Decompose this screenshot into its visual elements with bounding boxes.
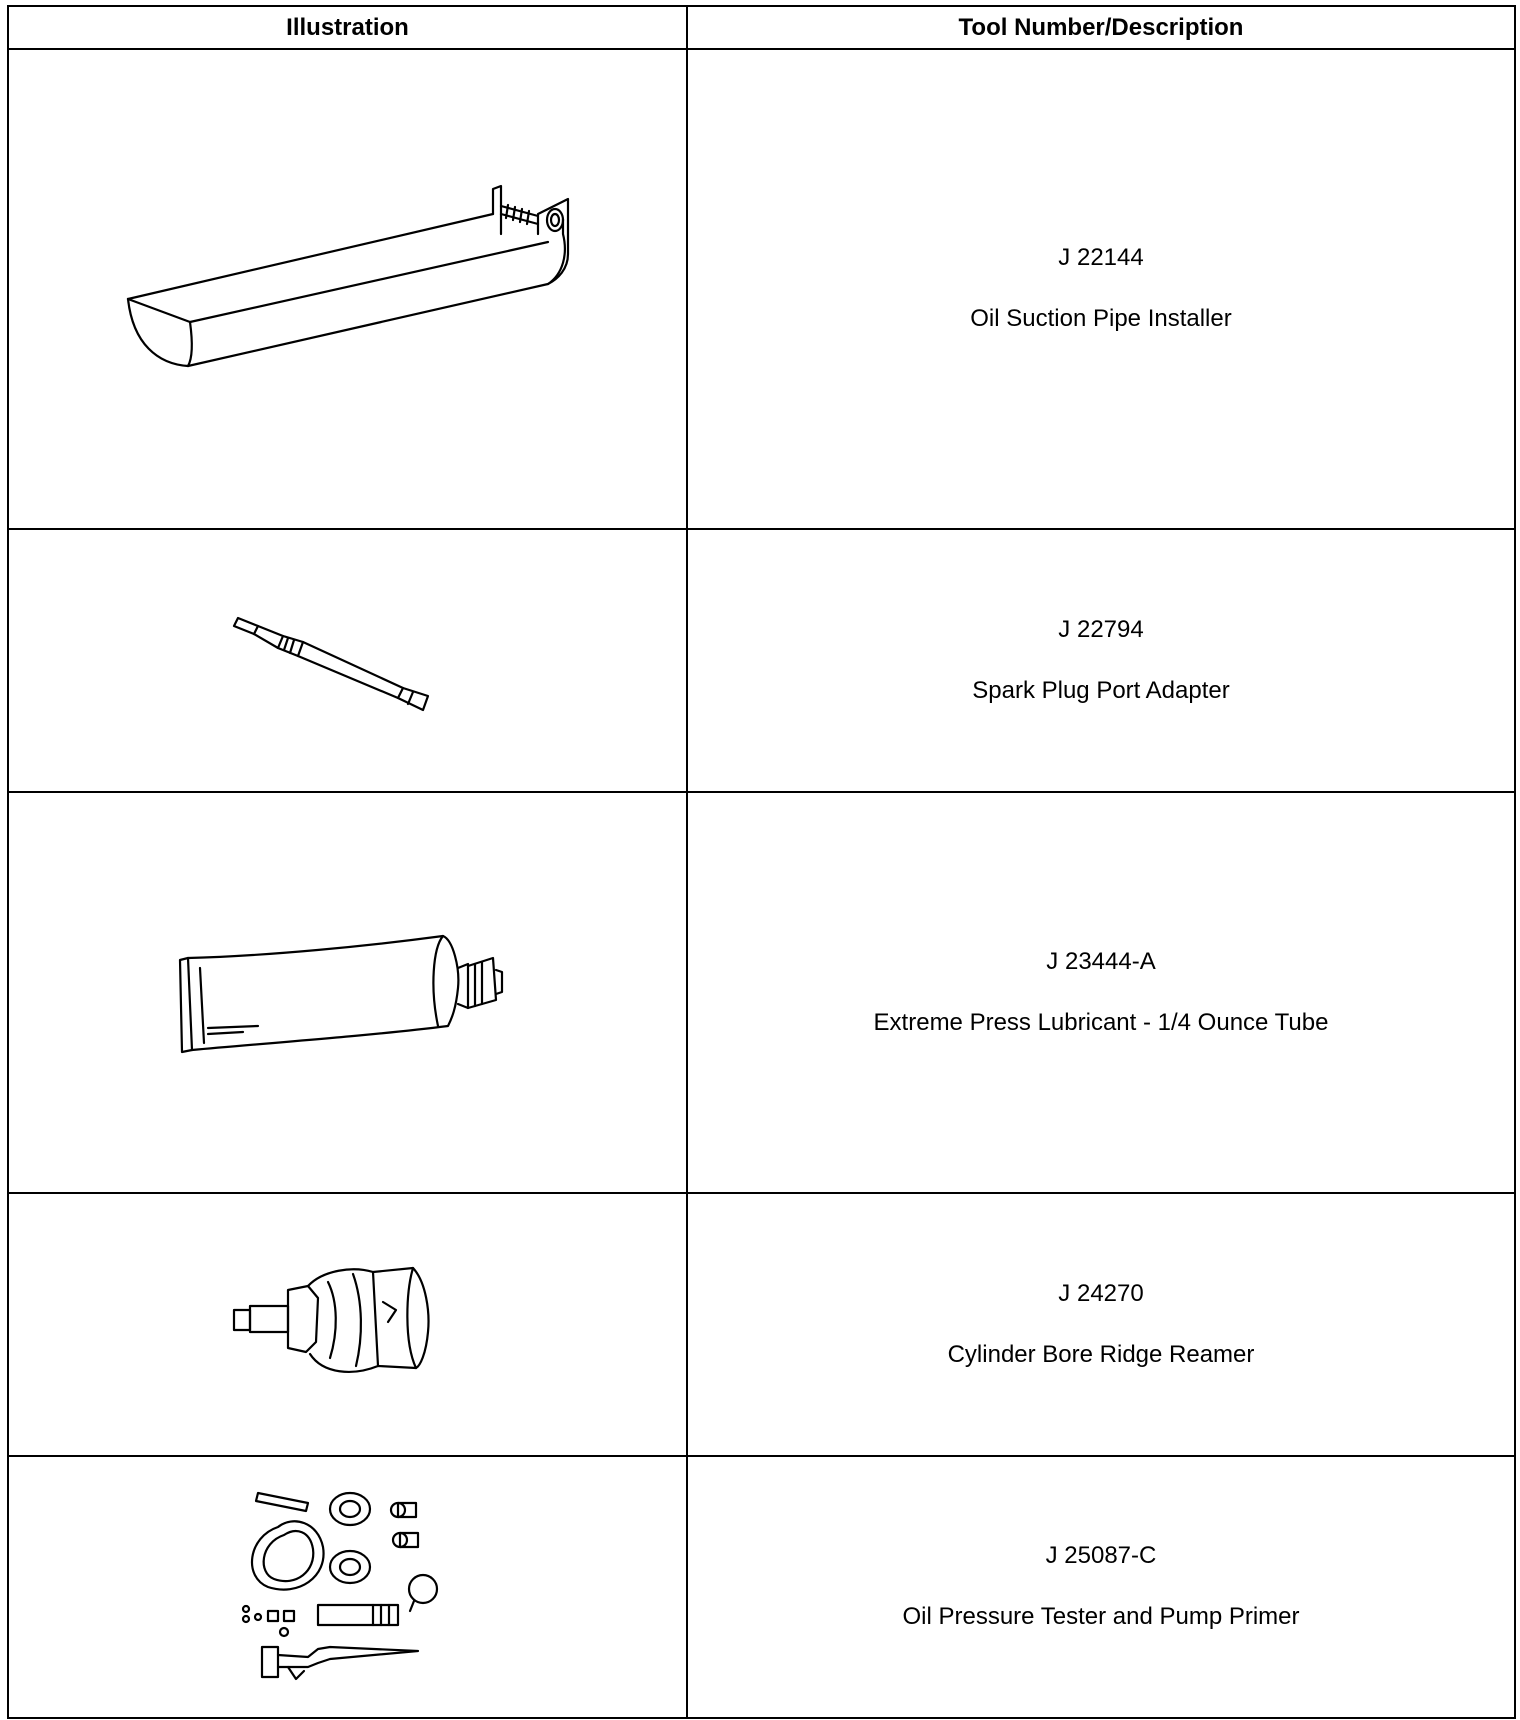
tool-description: Cylinder Bore Ridge Reamer — [947, 1340, 1255, 1368]
special-tools-table — [7, 5, 1516, 1719]
illustration-cell — [8, 792, 687, 1193]
tool-description-cell — [687, 1456, 1515, 1718]
tool-description: Spark Plug Port Adapter — [972, 676, 1230, 704]
oil-suction-pipe-installer-icon — [108, 174, 588, 404]
tool-description: Oil Pressure Tester and Pump Primer — [902, 1603, 1300, 1630]
illustration-cell — [8, 1193, 687, 1456]
tool-description-cell — [687, 49, 1515, 529]
oil-pressure-tester-kit-icon — [238, 1487, 458, 1687]
ridge-reamer-icon — [228, 1262, 468, 1387]
tool-number: J 23444-A — [1046, 947, 1156, 975]
tool-description: Oil Suction Pipe Installer — [970, 305, 1232, 332]
header-row — [8, 6, 1515, 49]
header-tool-number-description: Tool Number/Description — [687, 6, 1515, 49]
table-row — [8, 1456, 1515, 1718]
table-row — [8, 529, 1515, 792]
spark-plug-port-adapter-icon — [228, 606, 468, 716]
tool-number: J 24270 — [1058, 1279, 1144, 1307]
lubricant-tube-icon — [168, 928, 528, 1058]
tool-description-cell — [687, 529, 1515, 792]
illustration-cell — [8, 1456, 687, 1718]
tool-description-cell — [687, 792, 1515, 1193]
illustration-cell — [8, 49, 687, 529]
illustration-cell — [8, 529, 687, 792]
tool-description-cell — [687, 1193, 1515, 1456]
table-row — [8, 49, 1515, 529]
tool-number: J 25087-C — [1045, 1542, 1157, 1570]
tool-number: J 22144 — [1058, 244, 1144, 272]
tool-description: Extreme Press Lubricant - 1/4 Ounce Tube — [873, 1008, 1329, 1036]
table-row — [8, 1193, 1515, 1456]
tool-number: J 22794 — [1058, 615, 1144, 643]
header-illustration: Illustration — [8, 6, 687, 49]
table-row — [8, 792, 1515, 1193]
